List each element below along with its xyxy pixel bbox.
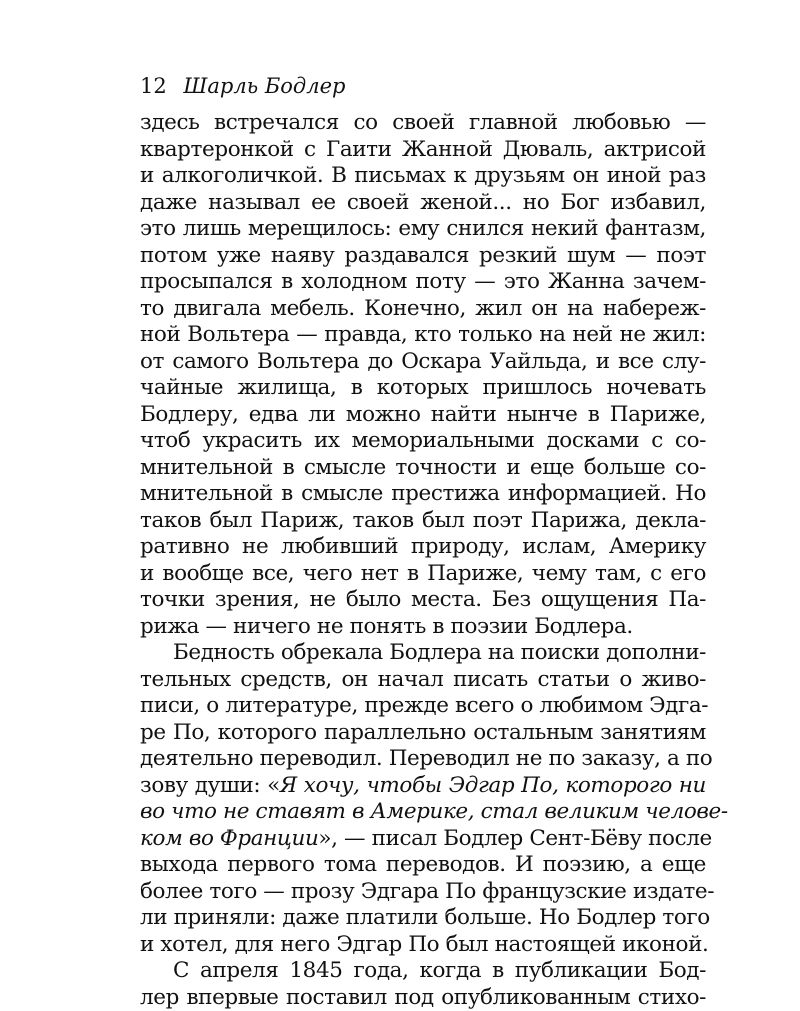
- text-line: от самого Вольтера до Оскара Уайльда, и все слу-: [140, 349, 706, 376]
- page-number: 12: [140, 74, 167, 98]
- text-line: и вообще все, чего нет в Париже, чему там, с его: [140, 561, 706, 588]
- quote-lead-in: зову души: «: [140, 773, 280, 798]
- text-line: писи, о литературе, прежде всего о любимом Эдга-: [140, 693, 706, 720]
- text-line: это лишь мерещилось: ему снился некий фантазм,: [140, 216, 706, 243]
- text-line: чайные жилища, в которых пришлось ночевать: [140, 375, 706, 402]
- quote-text: Я хочу, чтобы Эдгар По, которого ни: [280, 773, 706, 798]
- text-line-with-quote: [140, 826, 706, 853]
- text-line: тельных средств, он начал писать статьи о живо-: [140, 667, 706, 694]
- text-line: квартеронкой с Гаити Жанной Дюваль, актрисой: [140, 137, 706, 164]
- text-line: даже называл ее своей женой... но Бог избавил,: [140, 190, 706, 217]
- quote-line: во что не ставят в Америке, стал великим челове-: [140, 799, 706, 826]
- text-line-with-quote: [140, 773, 706, 800]
- text-line: здесь встречался со своей главной любовью —: [140, 110, 706, 137]
- text-line: ре По, которого параллельно остальным занятиям: [140, 720, 706, 747]
- text-line: потом уже наяву раздавался резкий шум — поэт: [140, 243, 706, 270]
- text-line: таков был Париж, таков был поэт Парижа, декла-: [140, 508, 706, 535]
- body-text: [140, 110, 706, 1011]
- text-line: чтоб украсить их мемориальными досками с со-: [140, 428, 706, 455]
- quote-attribution: », — писал Бодлер Сент-Бёву после: [318, 826, 711, 851]
- text-line: ли приняли: даже платили больше. Но Бодлер того: [140, 905, 706, 932]
- text-line: ративно не любивший природу, ислам, Америку: [140, 534, 706, 561]
- text-line: и хотел, для него Эдгар По был настоящей иконой.: [140, 932, 706, 959]
- paragraph-start-line: Бедность обрекала Бодлера на поиски дополни-: [140, 640, 706, 667]
- running-head-title: Шарль Бодлер: [183, 74, 345, 98]
- text-line: просыпался в холодном поту — это Жанна зачем-: [140, 269, 706, 296]
- quote-end: ком во Франции: [140, 826, 318, 851]
- text-line: более того — прозу Эдгара По французские издате-: [140, 879, 706, 906]
- text-line: рижа — ничего не понять в поэзии Бодлера.: [140, 614, 706, 641]
- running-head: [140, 74, 345, 98]
- text-line: мнительной в смысле престижа информацией. Но: [140, 481, 706, 508]
- text-line: ной Вольтера — правда, кто только на ней не жил:: [140, 322, 706, 349]
- text-line: мнительной в смысле точности и еще больше со-: [140, 455, 706, 482]
- text-line: деятельно переводил. Переводил не по заказу, а по: [140, 746, 706, 773]
- text-line: и алкоголичкой. В письмах к друзьям он иной раз: [140, 163, 706, 190]
- text-line: выхода первого тома переводов. И поэзию, а еще: [140, 852, 706, 879]
- paragraph-start-line: С апреля 1845 года, когда в публикации Бод-: [140, 958, 706, 985]
- text-line: то двигала мебель. Конечно, жил он на набереж-: [140, 296, 706, 323]
- text-line: Бодлеру, едва ли можно найти нынче в Париже,: [140, 402, 706, 429]
- text-line: лер впервые поставил под опубликованным стихо-: [140, 985, 706, 1011]
- text-line: точки зрения, не было места. Без ощущения Па-: [140, 587, 706, 614]
